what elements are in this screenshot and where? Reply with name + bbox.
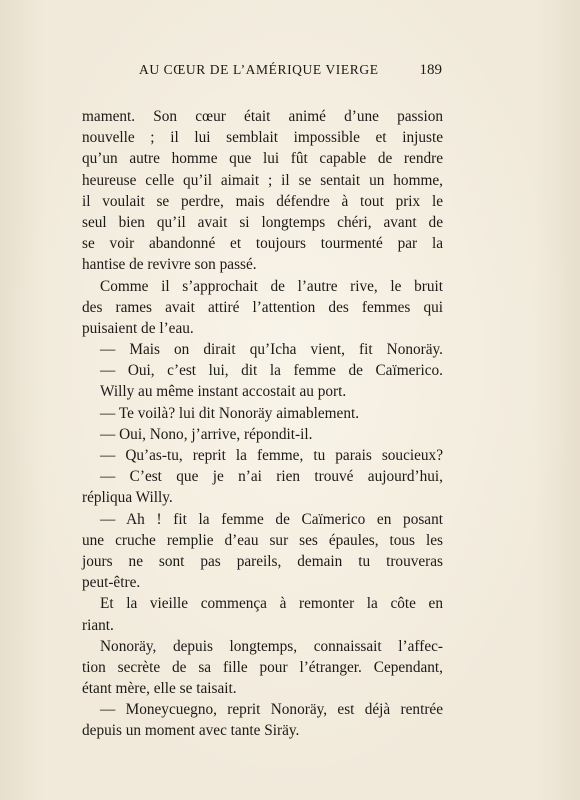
text-line: — Moneycuegno, reprit Nonoräy, est déjà rentrée — [100, 701, 443, 719]
text-line: puisaient de l’eau. — [82, 319, 194, 337]
text-line: Comme il s’approchait de l’autre rive, le bruit — [100, 277, 443, 295]
text-line: répliqua Willy. — [82, 489, 173, 507]
text-line: — Te voilà? lui dit Nonoräy aimablement. — [100, 404, 360, 422]
text-line: depuis un moment avec tante Siräy. — [82, 722, 300, 740]
text-line: — Ah ! fit la femme de Caïmerico en posant — [100, 510, 443, 528]
text-line: qu’un autre homme que lui fût capable de rendre — [82, 150, 443, 168]
text-line: tion secrète de sa fille pour l’étranger. Cependant, — [82, 658, 443, 676]
text-line: il voulait se perdre, mais défendre à tout prix le — [82, 192, 443, 210]
text-line: Nonoräy, depuis longtemps, connaissait l’affec- — [100, 637, 443, 655]
text-line: riant. — [82, 616, 114, 634]
text-line: — Mais on dirait qu’Icha vient, fit Nonoräy. — [100, 341, 443, 359]
text-line: — C’est que je n’ai rien trouvé aujourd’hui, — [100, 468, 443, 486]
text-line: Et la vieille commença à remonter la côte en — [100, 595, 443, 613]
text-line: étant mère, elle se taisait. — [82, 680, 237, 698]
text-line: — Oui, c’est lui, dit la femme de Caïmerico. — [100, 362, 443, 380]
text-line: mament. Son cœur était animé d’une passion — [82, 108, 443, 125]
text-line: heureuse celle qu’il aimait ; il se sentait un homme, — [82, 171, 443, 189]
running-header — [139, 62, 442, 82]
body-text — [82, 106, 443, 742]
text-line: peut-être. — [82, 574, 141, 592]
text-line: seul bien qu’il avait si longtemps chéri, avant de — [82, 213, 443, 231]
text-line: — Oui, Nono, j’arrive, répondit-il. — [100, 425, 313, 443]
text-line: — Qu’as-tu, reprit la femme, tu parais soucieux? — [100, 447, 443, 464]
text-line: jours ne sont pas pareils, demain tu trouveras — [82, 552, 443, 570]
text-line: Willy au même instant accostait au port. — [100, 383, 347, 401]
text-line: une cruche remplie d’eau sur ses épaules, tous les — [82, 531, 443, 549]
page-number: 189 — [419, 62, 442, 78]
text-line: hantise de revivre son passé. — [82, 256, 257, 274]
text-line: des rames avait attiré l’attention des femmes qui — [82, 298, 443, 316]
text-line: se voir abandonné et toujours tourmenté par la — [82, 235, 443, 253]
text-line: nouvelle ; il lui semblait impossible et injuste — [82, 129, 443, 147]
running-title: AU CŒUR DE L’AMÉRIQUE VIERGE — [139, 62, 379, 77]
